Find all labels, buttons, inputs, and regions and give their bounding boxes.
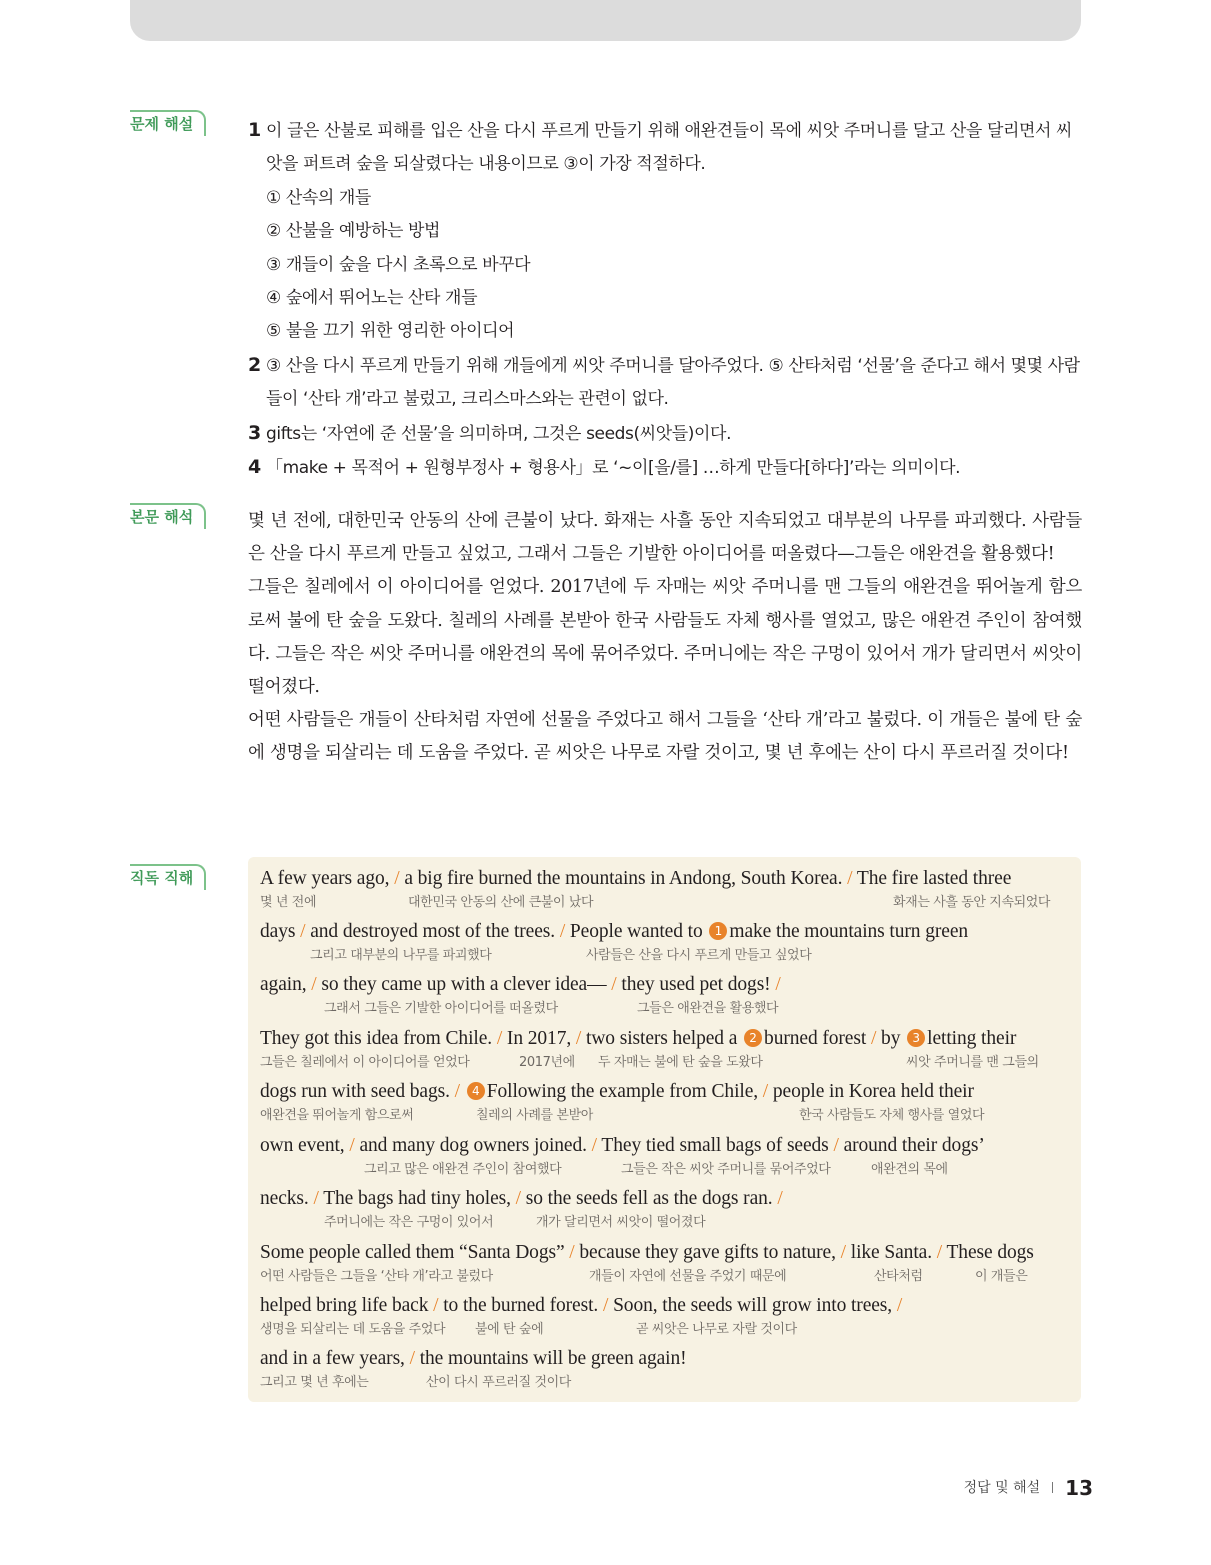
slash-divider: / <box>835 1242 851 1263</box>
direct-row <box>260 1294 1075 1336</box>
korean-gloss: 사람들은 산을 다시 푸르게 만들고 싶었다 <box>586 948 812 963</box>
slash-divider: / <box>510 1188 526 1209</box>
english-chunk: Soon, the seeds will grow into trees, <box>613 1295 893 1316</box>
korean-gloss: 생명을 되살리는 데 도움을 주었다 <box>260 1322 446 1337</box>
english-line <box>260 973 1075 997</box>
korean-gloss: 개가 달리면서 씨앗이 떨어졌다 <box>536 1215 706 1230</box>
english-chunk: People wanted to <box>569 921 703 942</box>
english-chunk: In 2017, <box>506 1028 572 1049</box>
korean-gloss-line <box>260 1104 1075 1122</box>
circled-number-marker: 3 <box>907 1029 925 1047</box>
section-label-direct <box>130 864 206 890</box>
direct-row <box>260 920 1075 962</box>
korean-gloss: 2017년에 <box>519 1055 575 1070</box>
english-line <box>260 1080 1075 1104</box>
slash-divider: / <box>772 1188 783 1209</box>
translation-section <box>248 505 1082 771</box>
footer-title: 정답 및 해설 <box>963 1480 1041 1496</box>
korean-gloss-line <box>260 1265 1075 1283</box>
direct-reading-box <box>248 857 1081 1402</box>
korean-gloss-line <box>260 1051 1075 1069</box>
translation-paragraph-2: 그들은 칠레에서 이 아이디어를 얻었다. 2017년에 두 자매는 씨앗 주머니를 맨 그들의 애완견을 뛰어놀게 함으로써 불에 탄 숲을 도왔다. 칠레의 사례를 본받아 한국 사람들도 자체 행사를 열었고, 많은 애완견 주인이 참여했다. 그들은 작은 씨앗 주머니를 애완견의 목에 묶어주었다. 주머니에는 작은 구멍이 있어서 개가 달리면서 씨앗이 떨어졌다. <box>248 577 1082 698</box>
slash-divider: / <box>295 921 311 942</box>
english-chunk: to the burned forest. <box>443 1295 599 1316</box>
q3-line <box>248 417 1082 451</box>
english-chunk: like Santa. <box>850 1242 932 1263</box>
q2-number: 2 <box>248 353 261 376</box>
english-chunk: letting their <box>927 1028 1017 1049</box>
korean-gloss-line <box>260 944 1075 962</box>
section-label-translation <box>130 503 206 529</box>
english-chunk: they used pet dogs! <box>621 974 771 995</box>
korean-gloss: 개들이 자연에 선물을 주었기 때문에 <box>589 1269 787 1284</box>
english-line <box>260 920 1075 944</box>
korean-gloss-line <box>260 1211 1075 1229</box>
english-line <box>260 1294 1075 1318</box>
english-chunk: a big fire burned the mountains in Andong, South Korea. <box>404 868 843 889</box>
english-chunk: necks. <box>260 1188 309 1209</box>
q1-option-5: ⑤ 불을 끄기 위한 영리한 아이디어 <box>266 321 515 342</box>
english-chunk: two sisters helped a <box>586 1028 738 1049</box>
slash-divider: / <box>492 1028 507 1049</box>
english-chunk: by <box>881 1028 901 1049</box>
english-chunk: people in Korea held their <box>772 1081 974 1102</box>
slash-divider: / <box>571 1028 586 1049</box>
english-line <box>260 1027 1075 1051</box>
english-chunk: so the seeds fell as the dogs ran. <box>525 1188 773 1209</box>
english-chunk: Some people called them “Santa Dogs” <box>260 1242 565 1263</box>
korean-gloss: 어떤 사람들은 그들을 ‘산타 개’라고 불렀다 <box>260 1269 493 1284</box>
slash-divider: / <box>564 1242 580 1263</box>
korean-gloss: 몇 년 전에 <box>260 895 317 910</box>
korean-gloss: 산타처럼 <box>874 1269 923 1284</box>
slash-divider: / <box>770 974 781 995</box>
q3-text: gifts는 ‘자연에 준 선물’을 의미하며, 그것은 seeds(씨앗들)이다. <box>266 423 732 444</box>
english-chunk: and destroyed most of the trees. <box>310 921 556 942</box>
slash-divider: / <box>344 1135 360 1156</box>
korean-gloss: 그들은 애완견을 활용했다 <box>637 1001 779 1016</box>
q2-line2: 들이 ‘산타 개’라고 불렀고, 크리스마스와는 관련이 없다. <box>266 389 669 410</box>
english-chunk: days <box>260 921 296 942</box>
korean-gloss: 씨앗 주머니를 맨 그들의 <box>906 1055 1039 1070</box>
english-line <box>260 1241 1075 1265</box>
korean-gloss: 애완견의 목에 <box>871 1162 948 1177</box>
korean-gloss: 산이 다시 푸르러질 것이다 <box>426 1375 571 1390</box>
slash-divider: / <box>428 1295 444 1316</box>
slash-divider: / <box>598 1295 614 1316</box>
korean-gloss-line <box>260 1371 1075 1389</box>
direct-row <box>260 1187 1075 1229</box>
slash-divider: / <box>555 921 570 942</box>
q1-option-4: ④ 숲에서 뛰어노는 산타 개들 <box>266 288 478 309</box>
english-line <box>260 1347 1075 1371</box>
direct-row <box>260 1347 1075 1389</box>
direct-row <box>260 1080 1075 1122</box>
korean-gloss: 불에 탄 숲에 <box>475 1322 544 1337</box>
english-chunk: make the mountains turn green <box>729 921 969 942</box>
korean-gloss: 그리고 대부분의 나무를 파괴했다 <box>310 948 492 963</box>
q1-line2: 앗을 퍼트려 숲을 되살렸다는 내용이므로 ③이 가장 적절하다. <box>266 154 706 175</box>
direct-row <box>260 867 1075 909</box>
circled-number-marker: 2 <box>744 1029 762 1047</box>
korean-gloss-line <box>260 1158 1075 1176</box>
korean-gloss: 이 개들은 <box>975 1269 1028 1284</box>
english-line <box>260 1134 1075 1158</box>
english-chunk: A few years ago, <box>260 868 390 889</box>
english-chunk: own event, <box>260 1135 345 1156</box>
section-label-text: 직독 직해 <box>130 869 194 887</box>
english-line <box>260 867 1075 891</box>
page-footer <box>964 1476 1093 1500</box>
korean-gloss: 그리고 몇 년 후에는 <box>260 1375 369 1390</box>
korean-gloss: 두 자매는 불에 탄 숲을 도왔다 <box>598 1055 763 1070</box>
korean-gloss: 주머니에는 작은 구멍이 있어서 <box>324 1215 494 1230</box>
english-chunk: again, <box>260 974 307 995</box>
direct-row <box>260 1134 1075 1176</box>
q1-number: 1 <box>248 119 261 141</box>
english-chunk: and in a few years, <box>260 1348 405 1369</box>
english-chunk: helped bring life back <box>260 1295 429 1316</box>
translation-paragraph-3: 어떤 사람들은 개들이 산타처럼 자연에 선물을 주었다고 해서 그들을 ‘산타 개’라고 불렀다. 이 개들은 불에 탄 숲에 생명을 되살리는 데 도움을 주었다. 곧 씨앗은 나무로 자랄 것이고, 몇 년 후에는 산이 다시 푸르러질 것이다! <box>248 710 1082 764</box>
direct-row <box>260 1027 1075 1069</box>
english-chunk: dogs run with seed bags. <box>260 1081 450 1102</box>
english-chunk: They tied small bags of seeds <box>601 1135 829 1156</box>
section-label-explanation <box>130 110 206 136</box>
korean-gloss: 그리고 많은 애완견 주인이 참여했다 <box>364 1162 562 1177</box>
english-chunk: and many dog owners joined. <box>359 1135 587 1156</box>
english-chunk: so they came up with a clever idea— <box>321 974 607 995</box>
top-header-bar <box>130 0 1081 41</box>
q2-text1: ③ 산을 다시 푸르게 만들기 위해 개들에게 씨앗 주머니를 달아주었다. ⑤ 산타처럼 ‘선물’을 준다고 해서 몇몇 사람 <box>266 355 1080 376</box>
q4-line <box>248 451 1082 485</box>
korean-gloss: 칠레의 사례를 본받아 <box>476 1108 593 1123</box>
slash-divider: / <box>931 1242 947 1263</box>
explanation-section <box>248 114 1082 485</box>
korean-gloss: 곧 씨앗은 나무로 자랄 것이다 <box>636 1322 797 1337</box>
english-chunk: They got this idea from Chile. <box>260 1028 493 1049</box>
korean-gloss-line <box>260 1318 1075 1336</box>
korean-gloss: 애완견을 뛰어놀게 함으로써 <box>260 1108 414 1123</box>
english-chunk: the mountains will be green again! <box>419 1348 687 1369</box>
slash-divider: / <box>404 1348 420 1369</box>
slash-divider: / <box>842 868 857 889</box>
slash-divider: / <box>306 974 322 995</box>
korean-gloss: 한국 사람들도 자체 행사를 열었다 <box>799 1108 985 1123</box>
english-chunk: Following the example from Chile, <box>486 1081 759 1102</box>
slash-divider: / <box>449 1081 465 1102</box>
korean-gloss: 대한민국 안동의 산에 큰불이 났다 <box>408 895 594 910</box>
korean-gloss: 그들은 칠레에서 이 아이디어를 얻었다 <box>260 1055 470 1070</box>
translation-paragraph-1: 몇 년 전에, 대한민국 안동의 산에 큰불이 났다. 화재는 사흘 동안 지속되었고 대부분의 나무를 파괴했다. 사람들은 산을 다시 푸르게 만들고 싶었고, 그래서 그들은 기발한 아이디어를 떠올렸다—그들은 애완견을 활용했다! <box>248 511 1082 565</box>
english-chunk: The bags had tiny holes, <box>323 1188 511 1209</box>
english-chunk: burned forest <box>764 1028 867 1049</box>
q4-text: 「make + 목적어 + 원형부정사 + 형용사」로 ‘~이[을/를] …하게 만들다[하다]’라는 의미이다. <box>266 458 961 479</box>
slash-divider: / <box>892 1295 903 1316</box>
q3-number: 3 <box>248 421 261 444</box>
slash-divider: / <box>866 1028 882 1049</box>
circled-number-marker: 1 <box>709 922 727 940</box>
slash-divider: / <box>828 1135 844 1156</box>
circled-number-marker: 4 <box>467 1082 485 1100</box>
page-number: 13 <box>1065 1476 1093 1500</box>
slash-divider: / <box>606 974 622 995</box>
slash-divider: / <box>758 1081 773 1102</box>
q4-number: 4 <box>248 456 261 479</box>
korean-gloss: 그래서 그들은 기발한 아이디어를 떠올렸다 <box>324 1001 558 1016</box>
slash-divider: / <box>586 1135 602 1156</box>
english-chunk: because they gave gifts to nature, <box>579 1242 836 1263</box>
footer-divider <box>1052 1482 1053 1493</box>
q1-option-2: ② 산불을 예방하는 방법 <box>266 221 441 242</box>
korean-gloss: 그들은 작은 씨앗 주머니를 묶어주었다 <box>621 1162 831 1177</box>
direct-row <box>260 1241 1075 1283</box>
english-chunk: The fire lasted three <box>856 868 1012 889</box>
q1-option-1: ① 산속의 개들 <box>266 187 371 208</box>
korean-gloss: 화재는 사흘 동안 지속되었다 <box>893 895 1051 910</box>
section-label-text: 문제 해설 <box>130 115 194 133</box>
slash-divider: / <box>389 868 405 889</box>
korean-gloss-line <box>260 891 1075 909</box>
section-label-text: 본문 해석 <box>130 508 194 526</box>
slash-divider: / <box>308 1188 324 1209</box>
english-line <box>260 1187 1075 1211</box>
q2-line1 <box>248 349 1082 383</box>
korean-gloss-line <box>260 997 1075 1015</box>
q1-line1 <box>248 114 1082 148</box>
q1-option-3: ③ 개들이 숲을 다시 초록으로 바꾸다 <box>266 254 531 275</box>
english-chunk: around their dogs’ <box>843 1135 985 1156</box>
q1-text1: 이 글은 산불로 피해를 입은 산을 다시 푸르게 만들기 위해 애완견들이 목에 씨앗 주머니를 달고 산을 달리면서 씨 <box>266 121 1073 141</box>
direct-row <box>260 973 1075 1015</box>
english-chunk: These dogs <box>946 1242 1034 1263</box>
